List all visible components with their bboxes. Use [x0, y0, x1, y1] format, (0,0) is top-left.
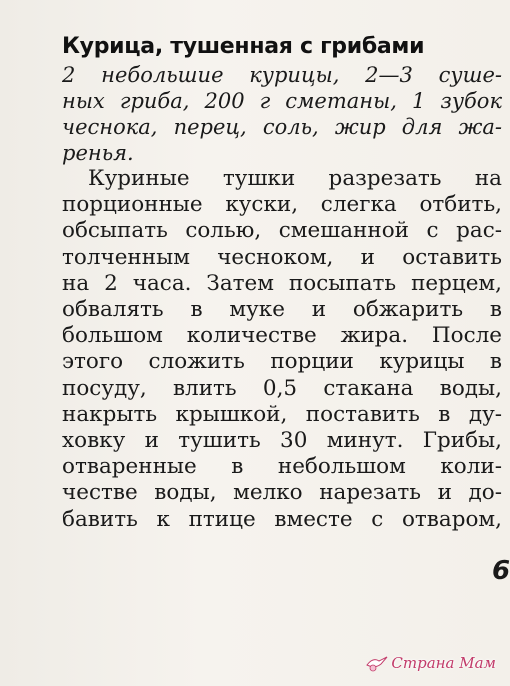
instruction-line: отваренные в небольшом коли- — [62, 454, 502, 480]
instruction-line: накрыть крышкой, поставить в ду- — [62, 401, 502, 427]
watermark: Страна Мам — [391, 654, 496, 672]
instruction-line: толченным чесноком, и оставить — [62, 244, 502, 270]
recipe-title: Курица, тушенная с грибами — [62, 34, 425, 59]
instruction-line: большом количестве жира. После — [62, 323, 502, 349]
instruction-line: бавить к птице вместе с отваром, — [62, 506, 502, 532]
stork-icon — [364, 652, 390, 674]
instruction-line: Куриные тушки разрезать на — [88, 166, 502, 191]
instruction-line: обвалять в муке и обжарить в — [62, 297, 502, 323]
instruction-line: честве воды, мелко нарезать и до- — [62, 480, 502, 506]
ingredients-line: чеснока, перец, соль, жир для жа- — [62, 115, 502, 139]
ingredients-line: ных гриба, 200 г сметаны, 1 зубок — [62, 89, 502, 113]
instruction-line: порционные куски, слегка отбить, — [62, 192, 502, 218]
instruction-line: ховку и тушить 30 минут. Грибы, — [62, 428, 502, 454]
recipe-instructions — [62, 166, 502, 533]
instruction-line: на 2 часа. Затем посыпать перцем, — [62, 270, 502, 296]
ingredients-line: 2 небольшие курицы, 2—3 суше- — [62, 63, 502, 87]
ingredients-line: ренья. — [62, 141, 134, 165]
instruction-line: этого сложить порции курицы в — [62, 349, 502, 375]
page-number: 6 — [492, 556, 510, 586]
instruction-line: обсыпать солью, смешанной с рас- — [62, 218, 502, 244]
ingredients-list — [62, 62, 502, 166]
instruction-line: посуду, влить 0,5 стакана воды, — [62, 375, 502, 401]
